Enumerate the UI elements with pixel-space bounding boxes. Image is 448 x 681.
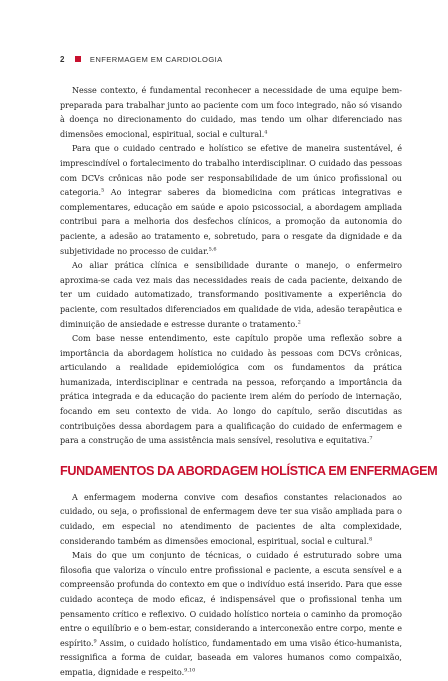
paragraph [60,491,402,549]
citation-superscript: 4 [264,129,268,136]
paragraph [60,142,402,259]
paragraph [60,259,402,332]
paragraph [60,549,402,680]
citation-superscript: 5 [101,187,105,194]
paragraph-text: Ao integrar saberes da biomedicina com práticas integrativas e complementares, educação em saúde e apoio psicossocial, a abordagem ampliada contribui para a melhoria dos desfechos clínicos, a promoção da autonomia do paciente, a adesão ao tratamento e, sobretudo, para o resgate da dignidade e da subjetividade no processo de cuidar. [60,188,402,256]
paragraph-text: Assim, o cuidado holístico, fundamentado em uma visão ético-humanista, ressignifica a forma de cuidar, baseada em valores humanos como compaixão, empatia, dignidade e respeito. [60,638,402,677]
intro-section [60,84,402,449]
paragraph-text: Nesse contexto, é fundamental reconhecer a necessidade de uma equipe bem-preparada para trabalhar junto ao paciente com um foco integrado, não só visando à doença no direcionamento do cuidado, mas tendo um olhar diferenciado nas dimensões emocional, espiritual, social e cultural. [60,86,402,139]
book-page [60,52,438,681]
section-heading: FUNDAMENTOS DA ABORDAGEM HOLÍSTICA EM ENFERMAGEM [60,462,438,478]
citation-superscript: 8 [369,535,373,542]
citation-superscript: 9,10 [184,667,196,674]
citation-superscript: 5,6 [208,245,217,252]
running-head [60,52,402,66]
citation-superscript: 9 [93,638,97,645]
citation-superscript: 2 [297,318,301,325]
paragraph [60,84,402,142]
body-text [60,84,438,681]
citation-superscript: 7 [369,435,373,442]
page-number: 2 [60,54,65,64]
running-head-title: ENFERMAGEM EM CARDIOLOGIA [89,54,223,64]
red-square-ornament [75,56,81,62]
paragraph-text: Mais do que um conjunto de técnicas, o cuidado é estruturado sobre uma filosofia que valoriza o vínculo entre profissional e paciente, a escuta sensível e a compreensão profunda do contexto em que o indivíduo está inserido. Para que esse cuidado aconteça de modo eficaz, é indispensável que o profissional tenha um pensamento crítico e reflexivo. O cuidado holístico norteia o caminho da promoção entre o equilíbrio e o bem-estar, considerando a interconexão entre corpo, mente e espírito. [60,551,402,648]
paragraph-text: Para que o cuidado centrado e holístico se efetive de maneira sustentável, é imprescindível o fortalecimento do trabalho interdisciplinar. O cuidado das pessoas com DCVs crônicas não pode ser responsabilidade de um único profissional ou categoria. [60,144,402,198]
paragraph [60,332,402,449]
section-body [60,491,402,681]
paragraph-text: Ao aliar prática clínica e sensibilidade durante o manejo, o enfermeiro aproxima-se cada vez mais das necessidades reais de cada paciente, deixando de ter um cuidado automatizado, transformando positivamente a experiência do paciente, com resultados diferenciados em qualidade de vida, adesão terapêutica e diminuição de ansiedade e estresse durante o tratamento. [60,261,402,329]
paragraph-text: Com base nesse entendimento, este capítulo propõe uma reflexão sobre a importância da abordagem holística no cuidado às pessoas com DCVs crônicas, articulando a realidade epidemiológica com os fundamentos da prática humanizada, interdisciplinar e centrada na pessoa, reforçando a importância da prática integrada e da educação do paciente irem além do período de internação, focando em seu contexto de vida. Ao longo do capítulo, serão discutidas as contribuições dessa abordagem para a qualificação do cuidado de enfermagem e para a construção de uma assistência mais sensível, resolutiva e equitativa. [60,334,402,446]
paragraph-text: A enfermagem moderna convive com desafios constantes relacionados ao cuidado, ou seja, o profissional de enfermagem deve ter sua visão ampliada para o cuidado, em especial no atendimento de pacientes de alta complexidade, considerando também as dimensões emocional, espiritual, social e cultural. [60,492,402,546]
